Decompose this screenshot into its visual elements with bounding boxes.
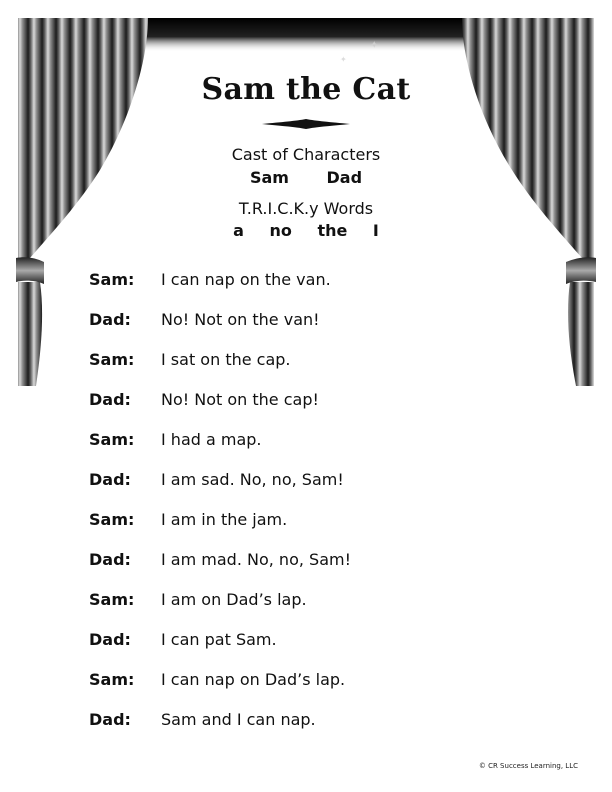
speech-text: I can nap on Dad’s lap. (161, 670, 346, 689)
script-line (89, 550, 519, 590)
speech-text: No! Not on the cap! (161, 390, 319, 409)
speaker-label: Sam: (89, 350, 135, 369)
speaker-label: Sam: (89, 670, 135, 689)
speech-text: I can nap on the van. (161, 270, 331, 289)
speech-text: Sam and I can nap. (161, 710, 316, 729)
speaker-label: Sam: (89, 270, 135, 289)
speech-text: I am mad. No, no, Sam! (161, 550, 351, 569)
cast-heading: Cast of Characters (231, 145, 381, 164)
speaker-label: Dad: (89, 630, 131, 649)
sparkle-icon: ✦ (340, 55, 347, 64)
speech-text: I am in the jam. (161, 510, 288, 529)
speech-text: I can pat Sam. (161, 630, 277, 649)
tricky-word: no (269, 221, 292, 240)
speaker-label: Dad: (89, 550, 131, 569)
script-line (89, 710, 519, 750)
speaker-label: Sam: (89, 590, 135, 609)
tricky-word: I (372, 221, 379, 240)
speaker-label: Dad: (89, 710, 131, 729)
speaker-label: Sam: (89, 510, 135, 529)
page-title: Sam the Cat (201, 72, 411, 107)
left-curtain-lower (18, 282, 42, 386)
script-line (89, 430, 519, 470)
tricky-word: the (317, 221, 348, 240)
script-lines (89, 270, 519, 750)
script-line (89, 470, 519, 510)
speech-text: I am sad. No, no, Sam! (161, 470, 344, 489)
right-curtain-tie (566, 257, 596, 284)
speech-text: I had a map. (161, 430, 262, 449)
right-curtain-lower (568, 282, 594, 386)
script-line (89, 590, 519, 630)
tricky-words-heading: T.R.I.C.K.y Words (238, 199, 374, 218)
script-line (89, 390, 519, 430)
speech-text: No! Not on the van! (161, 310, 320, 329)
left-curtain-tie (16, 257, 44, 284)
script-line (89, 270, 519, 310)
cast-names (0, 168, 612, 187)
title-ornament (262, 118, 350, 130)
speaker-label: Sam: (89, 430, 135, 449)
script-line (89, 510, 519, 550)
copyright-notice: © CR Success Learning, LLC (478, 762, 578, 770)
script-line (89, 670, 519, 710)
speech-text: I am on Dad’s lap. (161, 590, 307, 609)
script-line (89, 310, 519, 350)
cast-name: Sam (249, 168, 289, 187)
tricky-words-list (0, 221, 612, 240)
speech-text: I sat on the cap. (161, 350, 291, 369)
script-line (89, 350, 519, 390)
tricky-word: a (233, 221, 244, 240)
speaker-label: Dad: (89, 470, 131, 489)
script-line (89, 630, 519, 670)
cast-name: Dad (326, 168, 363, 187)
speaker-label: Dad: (89, 390, 131, 409)
speaker-label: Dad: (89, 310, 131, 329)
sparkle-icon: ✦ (370, 40, 379, 51)
